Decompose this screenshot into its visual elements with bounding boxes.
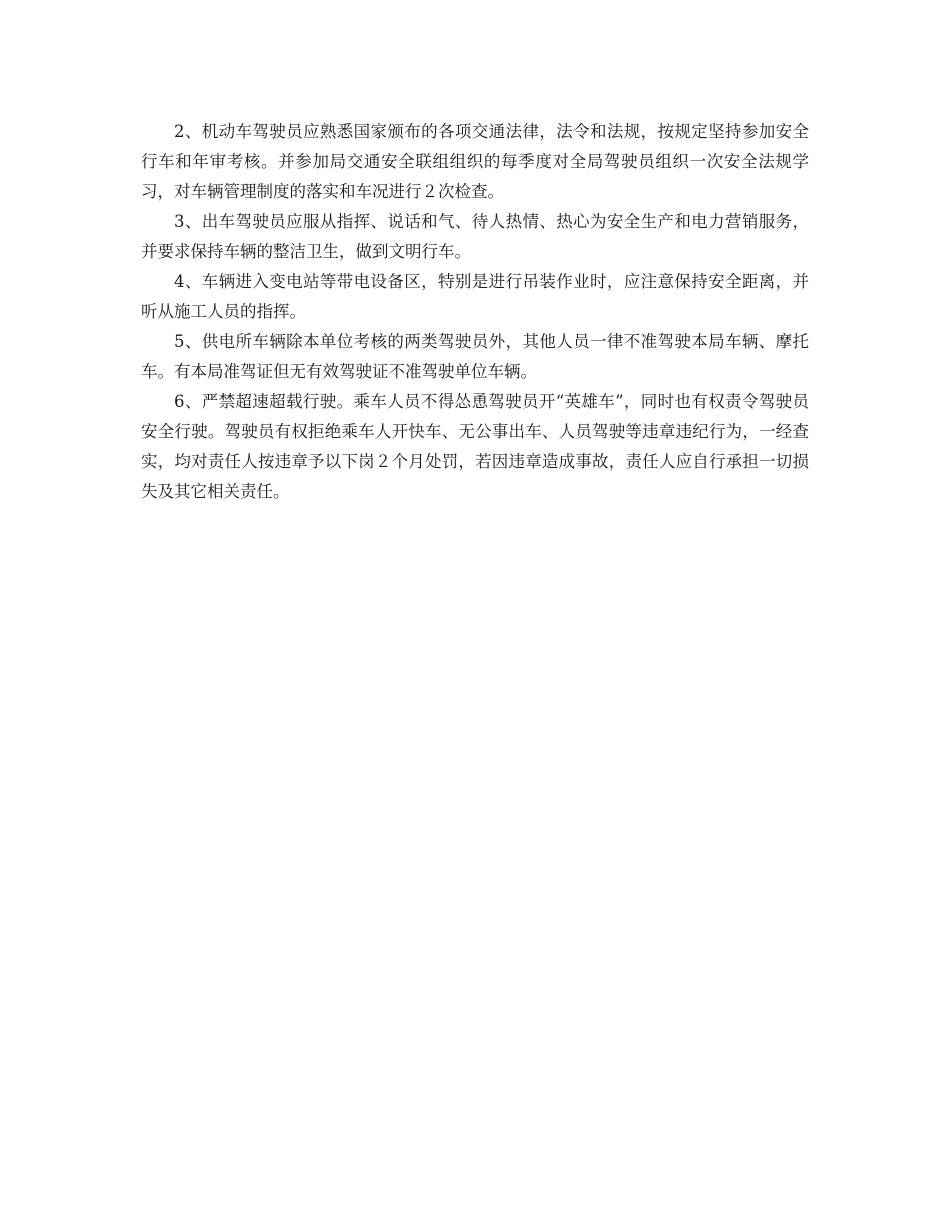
paragraph-5: 5、供电所车辆除本单位考核的两类驾驶员外，其他人员一律不准驾驶本局车辆、摩托车。有本局准驾证但无有效驾驶证不准驾驶单位车辆。 [141,332,809,381]
document-body [141,117,809,507]
paragraph-3: 3、出车驾驶员应服从指挥、说话和气、待人热情、热心为安全生产和电力营销服务，并要求保持车辆的整洁卫生，做到文明行车。 [141,212,809,261]
paragraph-4: 4、车辆进入变电站等带电设备区，特别是进行吊装作业时，应注意保持安全距离，并听从施工人员的指挥。 [141,272,809,321]
paragraph-6: 6、严禁超速超载行驶。乘车人员不得怂恿驾驶员开“英雄车”，同时也有权责令驾驶员安全行驶。驾驶员有权拒绝乘车人开快车、无公事出车、人员驾驶等违章违纪行为，一经查实，均对责任人按违章予以下岗２个月处罚，若因违章造成事故，责任人应自行承担一切损失及其它相关责任。 [141,392,809,501]
paragraph-2: 2、机动车驾驶员应熟悉国家颁布的各项交通法律，法令和法规，按规定坚持参加安全行车和年审考核。并参加局交通安全联组组织的每季度对全局驾驶员组织一次安全法规学习，对车辆管理制度的落实和车况进行２次检查。 [141,122,809,201]
